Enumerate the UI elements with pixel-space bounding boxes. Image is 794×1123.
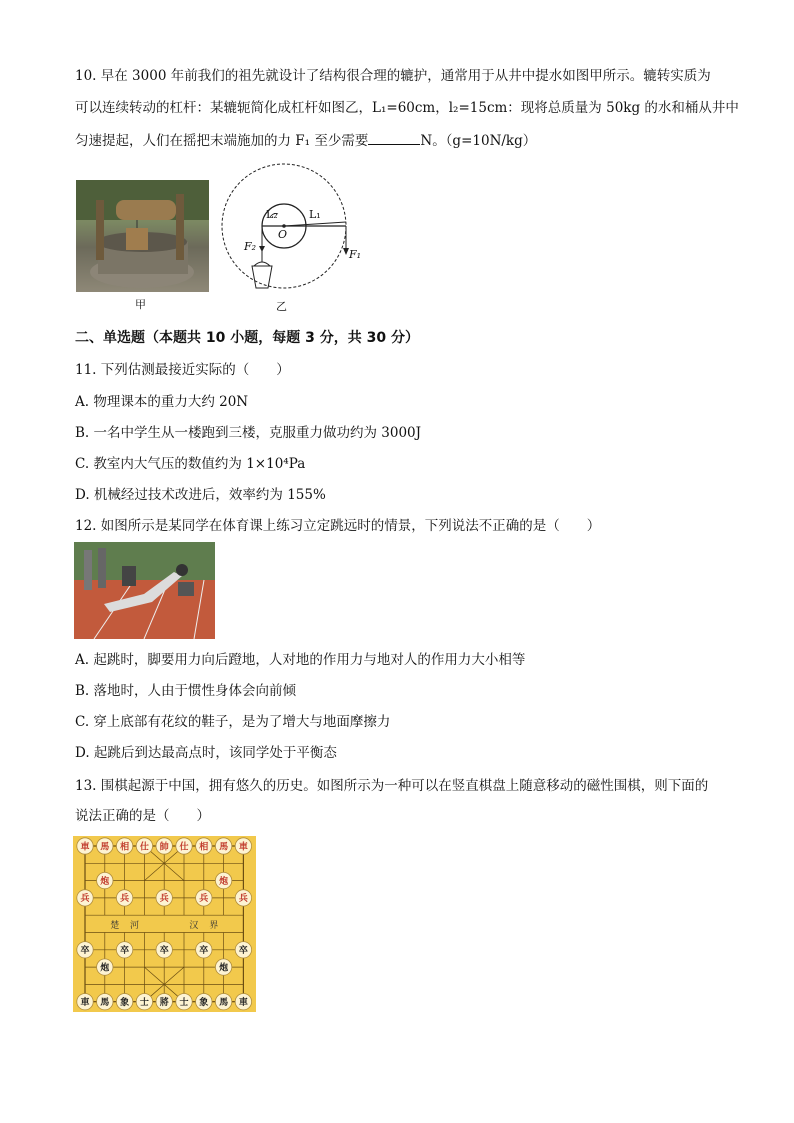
well-photo	[76, 180, 209, 292]
q12-option-a[interactable]: A. 起跳时，脚要用力向后蹬地，人对地的作用力与地对人的作用力大小相等	[75, 652, 526, 668]
piece-top-5-label: 仕	[179, 842, 189, 853]
answer-blank[interactable]	[368, 130, 420, 145]
piece-top-8-label: 車	[238, 842, 248, 853]
piece-top-bing-0-label: 兵	[80, 894, 90, 905]
piece-top-bing-4-label: 兵	[238, 894, 248, 905]
long-jump-illustration	[74, 542, 215, 639]
piece-bottom-0-label: 車	[80, 998, 90, 1008]
q12-stem: 12. 如图所示是某同学在体育课上练习立定跳远时的情景，下列说法不正确的是（ ）	[75, 518, 601, 534]
piece-top-pao-left-label: 炮	[100, 876, 110, 887]
q12-option-b[interactable]: B. 落地时，人由于惯性身体会向前倾	[75, 683, 297, 699]
piece-bottom-8-label: 車	[238, 998, 248, 1008]
section-heading: 二、单选题（本题共 10 小题，每题 3 分，共 30 分）	[75, 330, 419, 346]
piece-bottom-2-label: 象	[120, 998, 130, 1008]
piece-top-bing-1-label: 兵	[120, 894, 130, 905]
caption-jia: 甲	[135, 298, 146, 311]
q11-option-a[interactable]: A. 物理课本的重力大约 20N	[75, 394, 249, 410]
piece-bottom-zu-0-label: 卒	[80, 946, 90, 957]
chess-board-figure	[73, 836, 256, 1012]
q13-stem-line2: 说法正确的是（ ）	[75, 808, 210, 824]
windlass-diagram	[218, 162, 362, 316]
piece-bottom-zu-1-label: 卒	[120, 946, 130, 957]
label-o: O	[278, 228, 288, 241]
caption-yi: 乙	[276, 300, 287, 313]
q10-line3	[75, 130, 536, 151]
chess-board-svg	[73, 836, 256, 1012]
piece-top-7-label: 馬	[219, 842, 229, 853]
piece-bottom-3-label: 士	[139, 998, 149, 1008]
piece-top-2-label: 相	[120, 842, 130, 853]
q10-line3-text: 匀速提起，人们在摇把末端施加的力 F₁ 至少需要	[75, 133, 369, 149]
piece-bottom-4-label: 將	[159, 998, 169, 1008]
label-l1: L₁	[309, 208, 321, 221]
windlass-lever-svg	[218, 162, 358, 312]
piece-top-6-label: 相	[199, 842, 209, 853]
piece-top-1-label: 馬	[100, 842, 110, 853]
q11-stem: 11. 下列估测最接近实际的（ ）	[75, 362, 290, 378]
q13-stem-line1: 13. 围棋起源于中国，拥有悠久的历史。如图所示为一种可以在竖直棋盘上随意移动的磁性围棋，则下面的	[75, 778, 709, 794]
q11-option-d[interactable]: D. 机械经过技术改进后，效率约为 155%	[75, 487, 326, 503]
piece-bottom-pao-right-label: 炮	[219, 963, 229, 974]
river-label: 楚	[110, 920, 120, 931]
q11-option-c[interactable]: C. 教室内大气压的数值约为 1×10⁴Pa	[75, 456, 306, 472]
long-jump-photo	[74, 542, 215, 639]
river-label: 汉	[189, 920, 199, 931]
river-label: 河	[129, 920, 140, 931]
piece-bottom-zu-4-label: 卒	[238, 946, 248, 957]
well-photo-illustration	[76, 180, 209, 292]
river-label: 界	[209, 920, 219, 931]
q12-option-c[interactable]: C. 穿上底部有花纹的鞋子，是为了增大与地面摩擦力	[75, 714, 391, 730]
piece-top-bing-2-label: 兵	[159, 894, 169, 905]
piece-top-0-label: 車	[80, 842, 90, 853]
q10-line1: 10. 早在 3000 年前我们的祖先就设计了结构很合理的辘护，通常用于从井中提水如图甲所示。辘转实质为	[75, 68, 711, 84]
label-f1: F₁	[349, 248, 362, 261]
piece-bottom-zu-3-label: 卒	[199, 946, 209, 957]
piece-top-bing-3-label: 兵	[199, 894, 209, 905]
piece-bottom-zu-2-label: 卒	[159, 946, 169, 957]
q12-option-d[interactable]: D. 起跳后到达最高点时，该同学处于平衡态	[75, 745, 337, 761]
q10-line2: 可以连续转动的杠杆：某辘轭简化成杠杆如图乙，L₁=60cm，l₂=15cm：现将总质量为 50kg 的水和桶从井中	[75, 100, 739, 116]
q11-option-b[interactable]: B. 一名中学生从一楼跑到三楼，克服重力做功约为 3000J	[75, 425, 422, 441]
piece-bottom-7-label: 馬	[219, 998, 229, 1008]
piece-bottom-1-label: 馬	[100, 998, 110, 1008]
piece-bottom-6-label: 象	[199, 998, 209, 1008]
piece-top-pao-right-label: 炮	[219, 876, 229, 887]
label-l2: L₂	[266, 208, 278, 221]
q10-line3-unit: N。（g=10N/kg）	[420, 133, 537, 149]
piece-bottom-5-label: 士	[179, 998, 189, 1008]
label-f2: F₂	[244, 240, 257, 253]
piece-top-4-label: 帥	[159, 842, 169, 853]
piece-bottom-pao-left-label: 炮	[100, 963, 110, 974]
piece-top-3-label: 仕	[139, 842, 149, 853]
